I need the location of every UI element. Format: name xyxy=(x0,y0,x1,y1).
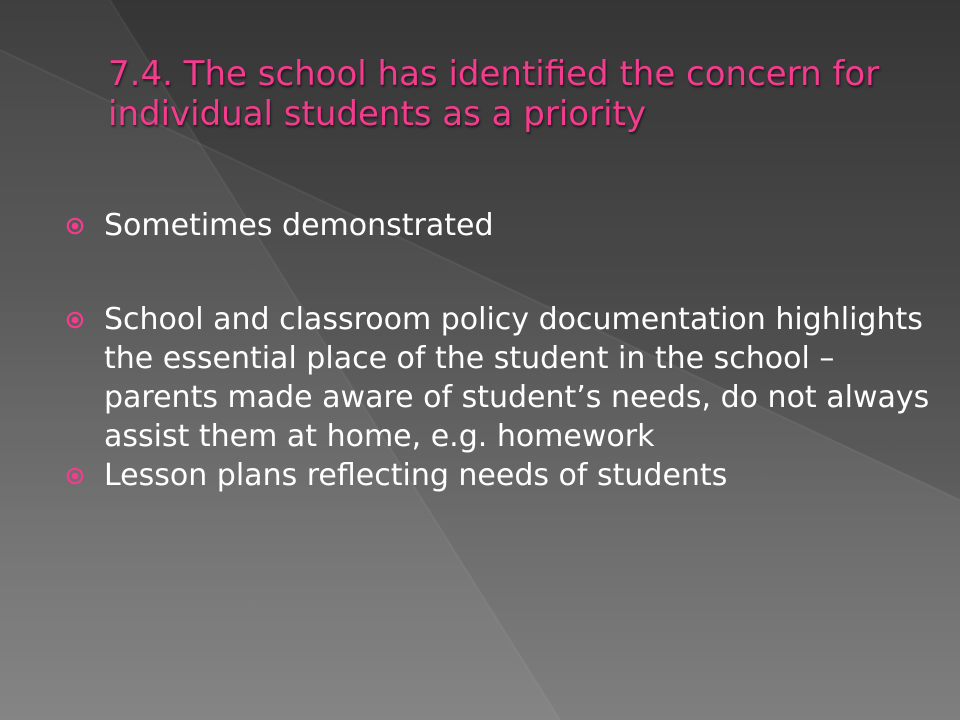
circled-dot-icon xyxy=(66,311,84,329)
bullet-item xyxy=(66,300,936,456)
bullet-text: School and classroom policy documentation highlights the essential place of the student in the school – parents made aware of student’s needs, do not always assist them at home, e.g. homework xyxy=(104,302,930,454)
circled-dot-icon xyxy=(66,217,84,235)
bullet-list xyxy=(66,206,936,495)
bullet-item xyxy=(66,456,936,495)
bullet-item xyxy=(66,206,936,245)
bullet-text: Lesson plans reflecting needs of students xyxy=(104,458,728,493)
circled-dot-icon xyxy=(66,467,84,485)
bullet-text: Sometimes demonstrated xyxy=(104,208,494,243)
slide-title: 7.4. The school has identified the concern for individual students as a priority xyxy=(108,54,880,134)
